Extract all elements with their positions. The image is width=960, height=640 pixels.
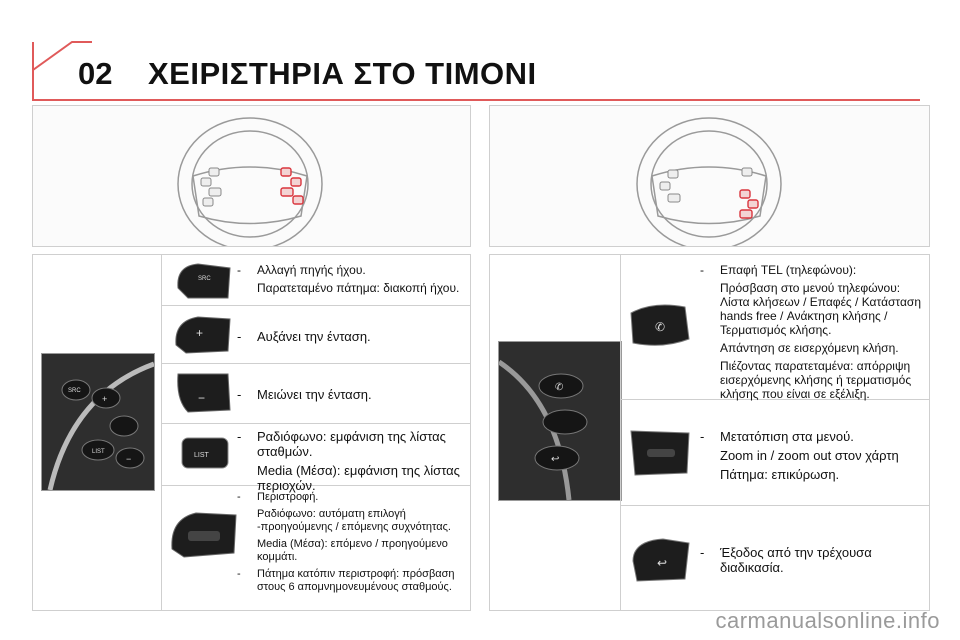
chapter-number: 02 [78,56,113,91]
left-text-4-line-1 [235,429,467,459]
line-text: Περιστροφή. [257,491,319,503]
svg-text:+: + [196,326,204,340]
line-text: Ραδιόφωνο: εμφάνιση της λίστας σταθμών. [257,429,446,459]
left-controls-photo [41,353,155,491]
left-text-1 [235,263,467,299]
steering-wheel-icon [33,106,470,246]
line-text: Επαφή TEL (τηλεφώνου): [720,263,857,277]
back-button-thumb [623,531,697,591]
header-underline [32,99,920,101]
right-text-1 [698,263,926,405]
bullet-dash: - [700,545,705,560]
svg-text:+: + [102,394,108,404]
svg-text:SRC: SRC [68,388,81,394]
right-text-1-line-4: Πιέζοντας παρατεταμένα: απόρριψη εισερχόμενης κλήσης ή τερματισμός κλήσης που είναι σε εξέλιξη. [720,359,912,401]
right-text-2-line-1 [698,429,926,444]
left-text-2-line-1 [235,329,467,344]
volume-down-button-thumb [168,370,238,416]
svg-text:LIST: LIST [194,452,209,459]
right-text-2-line-2: Zoom in / zoom out στον χάρτη [720,448,899,463]
src-button-thumb [168,258,238,304]
left-text-4 [235,429,467,497]
svg-text:✆: ✆ [655,320,666,334]
left-text-5-line-3: Media (Μέσα): επόμενο / προηγούμενο κομμάτι. [257,538,448,563]
watermark: carmanualsonline.info [715,608,940,633]
page-title: ΧΕΙΡΙΣΤΗΡΙΑ ΣΤΟ ΤΙΜΟΝΙ [148,56,537,91]
left-text-4-line-2: Media (Μέσα): εμφάνιση της λίστας περιοχών. [257,463,460,493]
bullet-dash: - [237,568,241,580]
left-text-1-line-2: Παρατεταμένο πάτημα: διακοπή ήχου. [257,281,460,295]
thumbwheel-button-thumb [166,505,240,561]
bullet-dash: - [237,263,241,277]
right-text-2 [698,429,926,486]
bullet-dash: - [237,387,242,402]
left-text-5 [235,491,467,598]
svg-text:−: − [126,454,132,464]
line-text: Αυξάνει την ένταση. [257,329,371,344]
line-text: Μειώνει την ένταση. [257,387,372,402]
right-text-3 [698,545,926,579]
left-text-1-line-1 [235,263,467,277]
svg-text:↩: ↩ [657,556,668,570]
svg-text:✆: ✆ [555,382,564,393]
left-text-5-line-4 [235,568,467,594]
right-controls-panel [489,254,930,611]
steering-wheel-icon [490,106,929,246]
left-text-5-line-2: Ραδιόφωνο: αυτόματη επιλογή -προηγούμενης / επόμενης συχνότητας. [257,508,451,533]
right-text-1-line-3: Απάντηση σε εισερχόμενη κλήση. [720,341,899,355]
left-text-3-line-1 [235,387,467,402]
line-text: Έξοδος από την τρέχουσα διαδικασία. [720,545,872,575]
right-text-1-line-1 [698,263,926,277]
right-text-3-line-1 [698,545,926,575]
svg-text:LIST: LIST [92,449,105,455]
bullet-dash: - [700,263,704,277]
steering-wheel-figure-left [32,105,471,247]
svg-text:SRC: SRC [198,276,211,282]
left-text-5-line-1 [235,491,467,504]
left-controls-panel [32,254,471,611]
thumbwheel-menu-button-thumb [623,423,697,483]
bullet-dash: - [700,429,705,444]
list-button-thumb [168,430,238,476]
svg-text:↩: ↩ [551,454,560,465]
svg-text:−: − [198,391,206,405]
left-text-2 [235,329,467,348]
bullet-dash: - [237,491,241,503]
steering-wheel-figure-right [489,105,930,247]
right-text-1-line-2: Πρόσβαση στο μενού τηλεφώνου: Λίστα κλήσεων / Επαφές / Κατάσταση hands free / Ανάκτηση κλήσης / Τερματισμός κλήσης. [720,281,921,337]
left-text-3 [235,387,467,406]
right-text-2-line-3: Πάτημα: επικύρωση. [720,467,840,482]
right-controls-photo [498,341,622,501]
bullet-dash: - [237,329,242,344]
volume-up-button-thumb [168,311,238,357]
phone-button-thumb [623,295,697,355]
line-text: Αλλαγή πηγής ήχου. [257,263,366,277]
line-text: Μετατόπιση στα μενού. [720,429,854,444]
bullet-dash: - [237,429,242,444]
line-text: Πάτημα κατόπιν περιστροφή: πρόσβαση στους 6 απομνημονευμένους σταθμούς. [257,568,455,593]
